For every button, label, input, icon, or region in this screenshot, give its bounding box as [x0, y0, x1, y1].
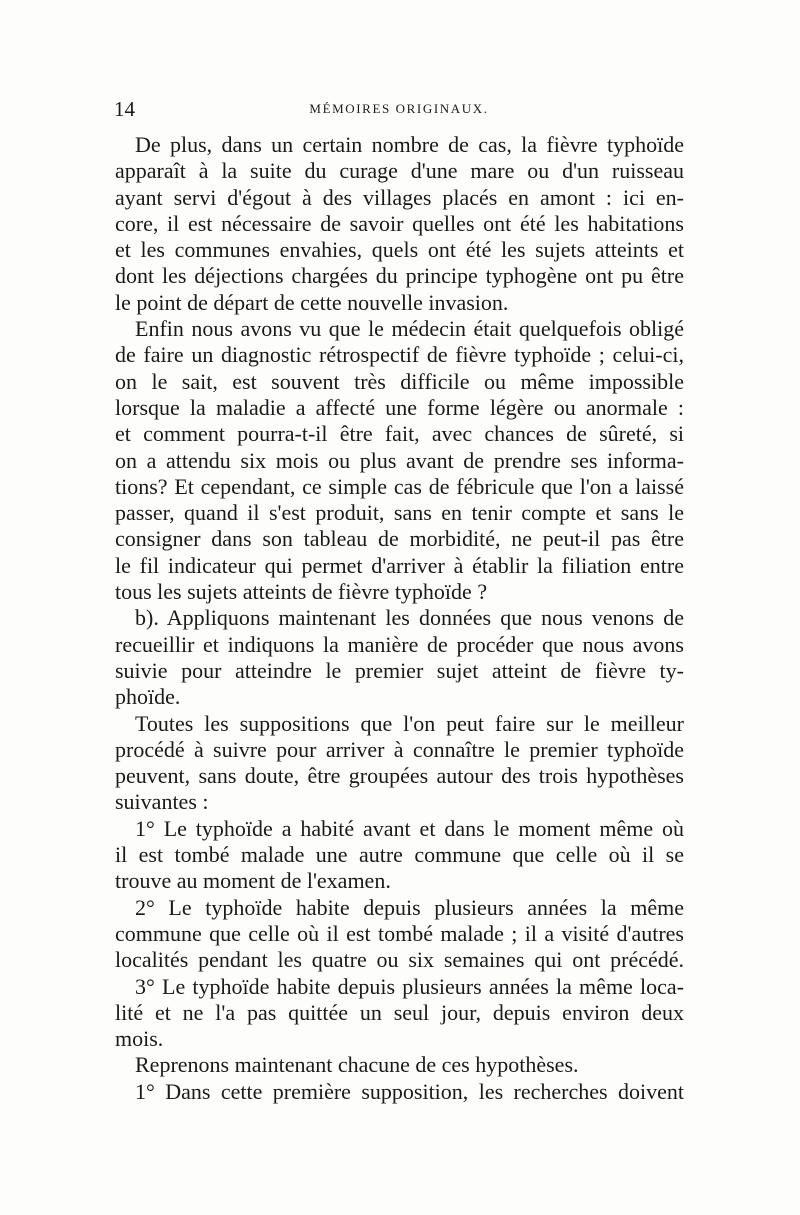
text-line: apparaît à la suite du curage d'une mare ou d'un ruisseau — [115, 158, 684, 184]
text-line: procédé à suivre pour arriver à connaître le premier typhoïde — [115, 736, 684, 762]
text-line: et les communes envahies, quels ont été les sujets atteints et — [115, 237, 684, 263]
text-line: core, il est nécessaire de savoir quelles ont été les habitations — [115, 210, 684, 236]
text-line: commune que celle où il est tombé malade ; il a visité d'autres — [115, 920, 684, 946]
text-line: Toutes les suppositions que l'on peut faire sur le meilleur — [135, 710, 684, 736]
body-text — [115, 132, 684, 1105]
page-number: 14 — [114, 97, 135, 121]
text-line: De plus, dans un certain nombre de cas, la fièvre typhoïde — [135, 132, 684, 157]
text-line: lorsque la maladie a affecté une forme légère ou anormale : — [115, 394, 684, 420]
text-line: Enfin nous avons vu que le médecin était quelquefois obligé — [135, 316, 684, 342]
text-line: mois. — [115, 1026, 164, 1052]
text-line: peuvent, sans doute, être groupées autour des trois hypothèses — [115, 763, 684, 789]
text-line: ayant servi d'égout à des villages placés en amont : ici en- — [115, 184, 684, 210]
page-header — [114, 97, 684, 121]
text-line: suivantes : — [115, 789, 209, 815]
text-line: passer, quand il s'est produit, sans en tenir compte et sans le — [115, 500, 684, 526]
text-line: b). Appliquons maintenant les données que nous venons de — [135, 605, 684, 631]
text-line: 2° Le typhoïde habite depuis plusieurs années la même — [135, 894, 684, 920]
text-line: trouve au moment de l'examen. — [115, 868, 391, 894]
text-line: et comment pourra-t-il être fait, avec chances de sûreté, si — [115, 421, 684, 447]
text-line: on a attendu six mois ou plus avant de prendre ses informa- — [115, 447, 684, 473]
text-line: tous les sujets atteints de fièvre typhoïde ? — [115, 579, 488, 605]
text-line: 1° Dans cette première supposition, les recherches doivent — [135, 1078, 684, 1104]
text-line: le fil indicateur qui permet d'arriver à établir la filiation entre — [115, 552, 684, 578]
text-line: recueillir et indiquons la manière de procéder que nous avons — [115, 631, 684, 657]
text-line: dont les déjections chargées du principe typhogène ont pu être — [115, 263, 684, 289]
text-line: il est tombé malade une autre commune que celle où il se — [115, 842, 684, 868]
text-line: consigner dans son tableau de morbidité, ne peut-il pas être — [115, 526, 684, 552]
text-line: localités pendant les quatre ou six semaines qui ont précédé. — [115, 947, 684, 973]
text-line: phoïde. — [115, 684, 181, 710]
text-line: 1° Le typhoïde a habité avant et dans le moment même où — [135, 815, 684, 841]
text-line: 3° Le typhoïde habite depuis plusieurs années la même loca- — [135, 973, 684, 999]
running-title: MÉMOIRES ORIGINAUX. — [309, 101, 489, 116]
text-line: tions? Et cependant, ce simple cas de fébricule que l'on a laissé — [115, 473, 684, 499]
text-line: lité et ne l'a pas quittée un seul jour, depuis environ deux — [115, 999, 684, 1025]
text-line: Reprenons maintenant chacune de ces hypothèses. — [135, 1052, 579, 1078]
text-line: de faire un diagnostic rétrospectif de fièvre typhoïde ; celui-ci, — [115, 342, 684, 368]
text-line: on le sait, est souvent très difficile ou même impossible — [115, 368, 684, 394]
text-line: suivie pour atteindre le premier sujet atteint de fièvre ty- — [115, 657, 684, 683]
text-line: le point de départ de cette nouvelle invasion. — [115, 289, 509, 315]
